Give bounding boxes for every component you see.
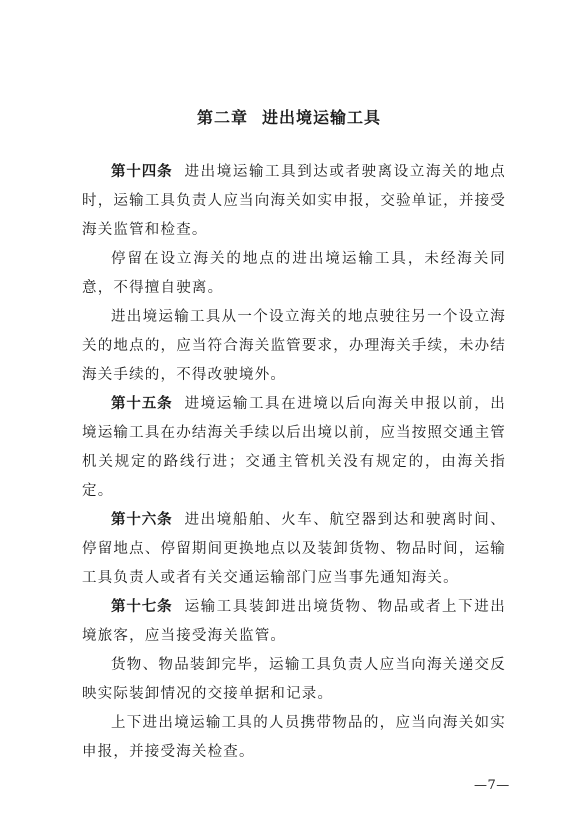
paragraph-text: 进出境运输工具从一个设立海关的地点驶往另一个设立海关的地点的，应当符合海关监管要求，办理海关手续，未办结海关手续的，不得改驶境外。 xyxy=(82,309,506,383)
paragraph-text: 进出境运输工具到达或者驶离设立海关的地点时，运输工具负责人应当向海关如实申报，交验单证，并接受海关监管和检查。 xyxy=(82,164,507,238)
paragraph xyxy=(82,390,506,506)
paragraph-text: 上下进出境运输工具的人员携带物品的，应当向海关如实申报，并接受海关检查。 xyxy=(82,715,506,760)
paragraph xyxy=(82,303,506,390)
document-body xyxy=(82,158,506,767)
article-number: 第十六条 xyxy=(111,512,173,528)
article-number: 第十五条 xyxy=(111,396,173,412)
paragraph xyxy=(82,245,506,303)
chapter-number: 第二章 xyxy=(196,108,248,127)
chapter-heading xyxy=(0,105,578,128)
paragraph-text: 运输工具装卸进出境货物、物品或者上下进出境旅客，应当接受海关监管。 xyxy=(82,599,507,644)
paragraph xyxy=(82,158,506,245)
paragraph xyxy=(82,709,506,767)
chapter-title: 进出境运输工具 xyxy=(262,108,382,127)
article-number: 第十四条 xyxy=(111,164,173,180)
paragraph-text: 停留在设立海关的地点的进出境运输工具，未经海关同意，不得擅自驶离。 xyxy=(82,251,506,296)
paragraph xyxy=(82,651,506,709)
paragraph-text: 进出境船舶、火车、航空器到达和驶离时间、停留地点、停留期间更换地点以及装卸货物、物品时间，运输工具负责人或者有关交通运输部门应当事先通知海关。 xyxy=(82,512,507,586)
paragraph-text: 货物、物品装卸完毕，运输工具负责人应当向海关递交反映实际装卸情况的交接单据和记录。 xyxy=(82,657,506,702)
paragraph xyxy=(82,593,506,651)
page-number: —7— xyxy=(474,778,510,793)
paragraph xyxy=(82,506,506,593)
article-number: 第十七条 xyxy=(111,599,173,615)
paragraph-text: 进境运输工具在进境以后向海关申报以前，出境运输工具在办结海关手续以后出境以前，应当按照交通主管机关规定的路线行进；交通主管机关没有规定的，由海关指定。 xyxy=(82,396,507,499)
